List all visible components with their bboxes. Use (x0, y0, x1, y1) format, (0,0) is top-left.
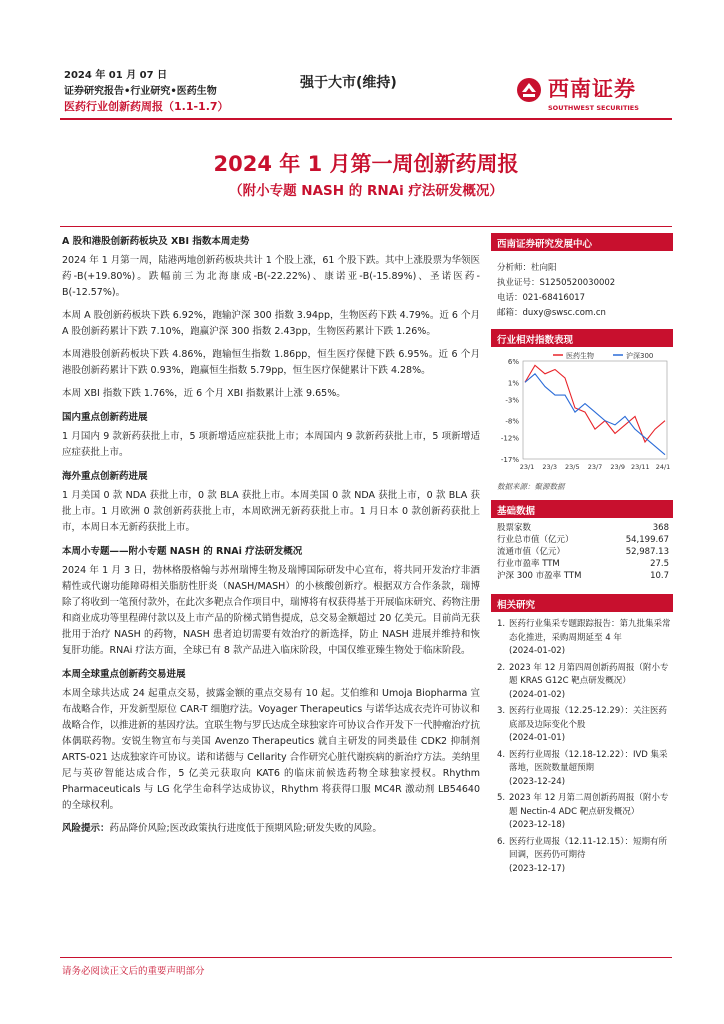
section-heading: 本周小专题——附小专题 NASH 的 RNAi 疗法研发概况 (62, 546, 303, 557)
basic-key: 行业市盈率 TTM (497, 559, 560, 569)
legend-label: 沪深300 (626, 352, 654, 360)
basic-key: 流通市值（亿元） (497, 547, 566, 557)
y-tick-label: -17% (500, 456, 519, 464)
basic-data-row (491, 558, 673, 570)
relative-index-chart (491, 347, 673, 477)
basic-data-row (491, 570, 673, 582)
report-title: 2024 年 1 月第一周创新药周报 (213, 152, 519, 176)
company-logo (548, 73, 672, 112)
section-heading: 本周全球重点创新药交易进展 (62, 669, 186, 680)
basic-data-row (491, 534, 673, 546)
item-number: 5. (497, 793, 506, 803)
paragraph: 2024 年 1 月第一周，陆港两地创新药板块共计 1 个股上涨，61 个股下跌。其中上涨股票为华领医药-B(+19.80%)。跌幅前三为北海康成-B(-22.22%)、康诺亚-B(-15.89%)、圣诺医药-B(-12.57%)。 (62, 255, 480, 298)
y-tick-label: -12% (500, 434, 519, 443)
basic-value: 368 (652, 523, 669, 533)
risk-warning (62, 821, 480, 837)
item-date: (2023-12-17) (509, 863, 566, 874)
basic-key: 股票家数 (497, 523, 532, 533)
logo-text-en: SOUTHWEST SECURITIES (548, 104, 639, 112)
x-tick-label: 24/1 (655, 463, 671, 471)
section-heading: 国内重点创新药进展 (62, 412, 148, 423)
item-title: 医药行业周报（12.18-12.22）：IVD 集采落地，医院数量超预期 (509, 749, 668, 773)
risk-label: 风险提示： (62, 823, 110, 834)
analyst-email[interactable]: 邮箱：duxy@swsc.com.cn (497, 308, 606, 318)
paragraph: 1 月美国 0 款 NDA 获批上市，0 款 BLA 获批上市。本周美国 0 款 NDA 获批上市，0 款 BLA 获批上市。1 月欧洲 0 款创新药获批上市，本周欧洲无新药获批上市。1 月日本 0 款创新药获批上市，本周日本无新药获批上市。 (62, 490, 480, 533)
item-title: 2023 年 12 月第四周创新药周报（附小专题 KRAS G12C 靶点研发概况） (509, 662, 669, 686)
item-date: (2023-12-18) (509, 820, 566, 830)
series-line-2 (525, 374, 665, 455)
item-number: 2. (497, 662, 506, 673)
item-number: 1. (497, 619, 506, 629)
item-title: 2023 年 12 月第二周创新药周报（附小专题 Nectin-4 ADC 靶点研发概况） (509, 793, 669, 817)
list-item[interactable] (497, 792, 673, 833)
report-subtitle: （附小专题 NASH 的 RNAi 疗法研发概况） (229, 183, 503, 199)
basic-data-row (491, 522, 673, 534)
y-tick-label: -3% (505, 396, 519, 405)
x-tick-label: 23/9 (610, 463, 625, 471)
x-tick-label: 23/1 (519, 463, 535, 471)
analyst-phone: 电话：021-68416017 (497, 293, 586, 303)
sidebar (491, 233, 673, 879)
chart-source: 数据来源：聚源数据 (497, 482, 565, 491)
risk-text: 药品降价风险;医改政策执行进度低于预期风险;研发失败的风险。 (109, 823, 382, 834)
related-research-list (491, 618, 673, 876)
basic-value: 10.7 (650, 571, 669, 581)
basic-data-row (491, 546, 673, 558)
basic-value: 52,987.13 (625, 547, 669, 557)
report-type: 证券研究报告•行业研究•医药生物 (64, 86, 217, 97)
basic-key: 沪深 300 市盈率 TTM (497, 571, 582, 581)
x-tick-label: 23/3 (542, 463, 557, 471)
item-date: (2023-12-24) (509, 776, 566, 787)
item-number: 4. (497, 749, 506, 760)
paragraph: 本周 XBI 指数下跌 1.76%，近 6 个月 XBI 指数累计上涨 9.65%。 (62, 388, 346, 399)
section-heading: A 股和港股创新药板块及 XBI 指数本周走势 (62, 236, 250, 247)
index-chart-title: 行业相对指数表现 (491, 329, 673, 347)
item-number: 3. (497, 706, 506, 716)
footer-disclaimer: 请务必阅读正文后的重要声明部分 (62, 966, 205, 977)
y-tick-label: 6% (507, 358, 519, 366)
list-item[interactable] (497, 836, 673, 877)
list-item[interactable] (497, 662, 673, 703)
paragraph: 本周港股创新药板块下跌 4.86%，跑输恒生指数 1.86pp，恒生医疗保健下跌 6.95%。近 6 个月港股创新药累计下跌 0.93%，跑赢恒生指数 5.79pp，恒生医疗保健累计下跌 4.28%。 (62, 349, 480, 376)
footer-divider (60, 957, 672, 958)
legend-label: 医药生物 (566, 352, 594, 360)
report-date: 2024 年 01 月 07 日 (64, 70, 168, 81)
x-tick-label: 23/7 (587, 463, 603, 471)
y-tick-label: -8% (505, 417, 519, 426)
list-item[interactable] (497, 749, 673, 790)
item-date: (2024-01-02) (509, 689, 566, 700)
paragraph: 本周全球共达成 24 起重点交易，披露金额的重点交易有 10 起。艾伯维和 Umoja Biopharma 宣布战略合作，开发新型原位 CAR-T 细胞疗法。Voyager Therapeutics 与诺华达成衣壳许可协议和战略合作，以推进新的基因疗法。宜联生物与罗氏达成全球独家许可协议合作开发下一代肿瘤治疗抗体偶联药物。安锐生物宣布与美国 Avenzo Therapeutics 就自主研发的同类最佳 CDK2 抑制剂 ARTS-021 达成独家许可协议。诺和诺德与 Cellarity 合作研究心脏代谢疾病的新治疗方法。美纳里尼与英矽智能达成合作，5 亿美元获取向 KAT6 的临床前候选药物全球独家授权。Rhythm Pharmaceuticals 与 LG 化学生命科学达成协议，Rhythm 将获得口服 MC4R 激动剂 LB54640 的全球权利。 (62, 688, 481, 811)
item-title: 医药行业周报（12.11-12.15）：短期有所回调，医药仍可期待 (509, 836, 667, 860)
item-title: 医药行业周报（12.25-12.29）：关注医药底部及边际变化个股 (509, 706, 667, 730)
related-research-title: 相关研究 (491, 594, 673, 612)
paragraph: 1 月国内 9 款新药获批上市，5 项新增适应症获批上市；本周国内 9 款新药获批上市，5 项新增适应症获批上市。 (62, 431, 480, 458)
item-title: 医药行业集采专题跟踪报告：第九批集采常态化推进，采购周期延至 4 年 (509, 619, 671, 643)
list-item[interactable] (497, 705, 673, 746)
basic-data-title: 基础数据 (491, 500, 673, 518)
item-date: (2024-01-02) (509, 646, 566, 656)
item-number: 6. (497, 836, 506, 847)
rating: 强于大市(维持) (300, 75, 397, 91)
report-series: 医药行业创新药周报（1.1-1.7） (64, 100, 229, 113)
basic-value: 54,199.67 (625, 535, 669, 545)
x-tick-label: 23/5 (565, 463, 580, 471)
paragraph: 2024 年 1 月 3 日，勃林格殷格翰与苏州瑞博生物及瑞博国际研发中心宣布，将共同开发治疗非酒精性或代谢功能障碍相关脂肪性肝炎（NASH/MASH）的小核酸创新疗。根据双方合作条款，瑞博除了将收到一笔预付款外，在此次多靶点合作项目中，瑞博将有权获得基于开展临床研究、药物注册和商业成功等里程碑付款以及上市产品的阶梯式销售提成，总交易金额超过 20 亿美元。目前尚无获批用于治疗 NASH 的药物，NASH 患者迫切需要有效治疗的新选择，防止 NASH 进展并维持和恢复肝功能。RNAi 疗法方面，全球已有 8 款产品进入临床阶段，中国仅维亚臻生物处于临床阶段。 (62, 565, 481, 656)
y-tick-label: 1% (507, 379, 519, 388)
series-line-1 (525, 365, 665, 442)
analyst-license: 执业证号：S1250520030002 (497, 278, 616, 288)
list-item[interactable] (497, 618, 673, 659)
item-date: (2024-01-01) (509, 733, 566, 743)
header-divider (60, 118, 672, 120)
logo-text-cn: 西南证券 (548, 76, 636, 101)
basic-key: 行业总市值（亿元） (497, 535, 574, 545)
paragraph: 本周 A 股创新药板块下跌 6.92%，跑输沪深 300 指数 3.94pp，生物医药下跌 4.79%。近 6 个月 A 股创新药累计下跌 7.10%，跑赢沪深 300 指数 2.43pp，生物医药累计下跌 1.26%。 (62, 310, 480, 337)
x-tick-label: 23/11 (630, 463, 650, 471)
section-heading: 海外重点创新药进展 (62, 471, 148, 482)
analyst-name: 分析师：杜向阳 (497, 263, 557, 273)
research-center-title: 西南证券研究发展中心 (491, 233, 673, 251)
basic-value: 27.5 (650, 559, 669, 569)
chart-frame (523, 361, 667, 459)
title-divider (60, 226, 672, 227)
main-content (62, 233, 480, 837)
logo-mark-icon (516, 77, 542, 103)
